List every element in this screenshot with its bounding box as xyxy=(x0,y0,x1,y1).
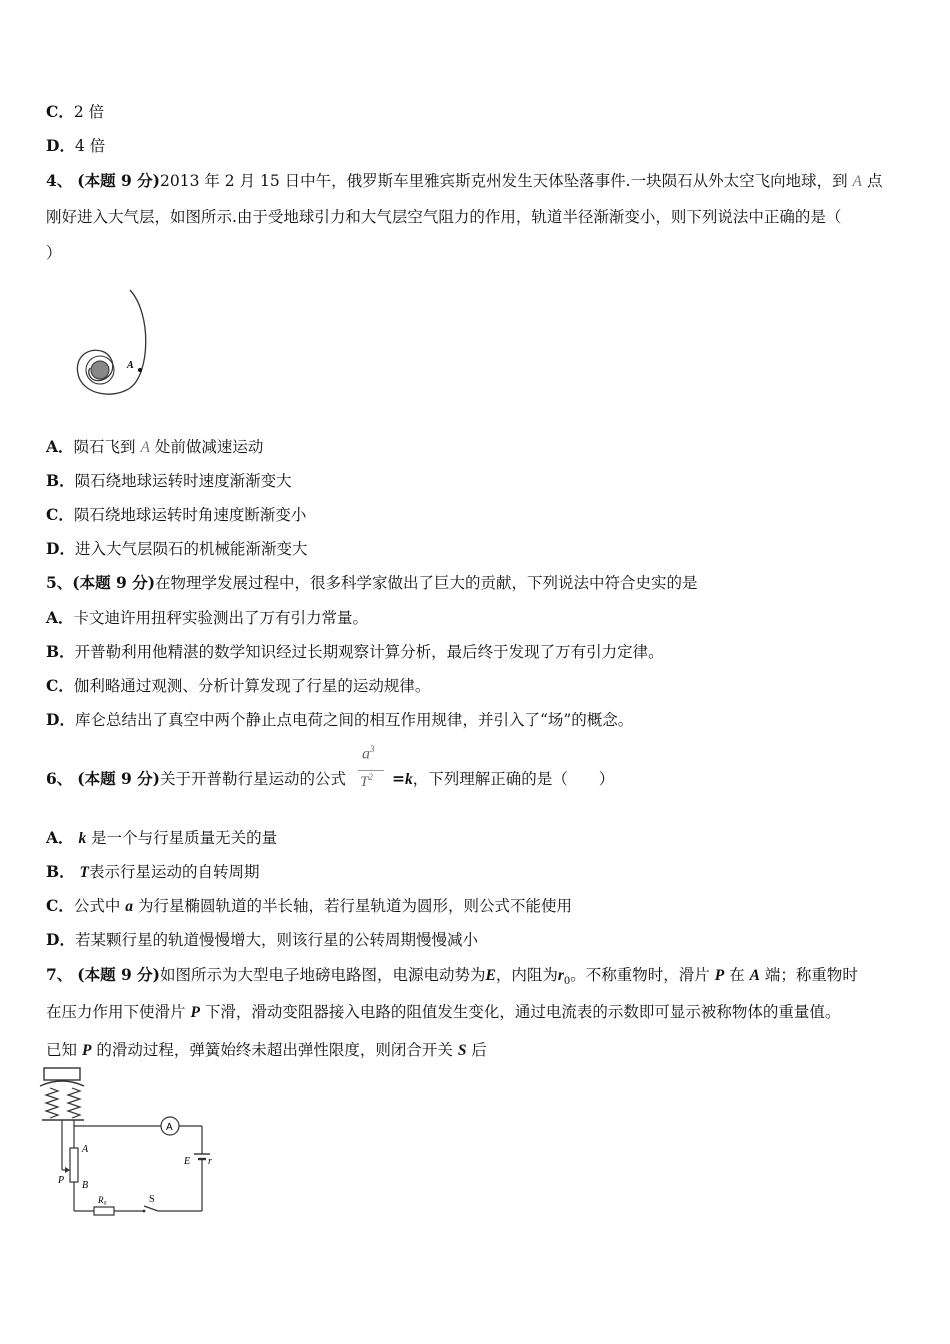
q5-stem: 5、(本题 9 分)在物理学发展过程中，很多科学家做出了巨大的贡献，下列说法中符合史实的是 xyxy=(46,573,698,592)
q4-option-a: A．陨石飞到 A 处前做减速运动 xyxy=(46,437,264,456)
ammeter-label: A xyxy=(166,1122,173,1133)
q5-option-a: A．卡文迪许用扭秤实验测出了万有引力常量。 xyxy=(46,608,369,627)
q4-option-d: D．进入大气层陨石的机械能渐渐变大 xyxy=(46,539,308,558)
fraction-numerator: $a^3$ xyxy=(362,744,375,763)
q4-option-c: C．陨石绕地球运转时角速度断渐变小 xyxy=(46,505,307,524)
right-spring xyxy=(68,1088,80,1118)
q6-option-a: A． k 是一个与行星质量无关的量 xyxy=(46,828,278,847)
switch-label: S xyxy=(149,1194,155,1205)
rheostat xyxy=(70,1148,78,1182)
q4-orbit-figure xyxy=(72,284,162,404)
earth xyxy=(91,361,109,379)
scale-platform xyxy=(44,1068,80,1080)
fraction-denominator: $T^2$ xyxy=(360,772,373,790)
q7-circuit-diagram xyxy=(36,1066,226,1222)
point-a-dot xyxy=(138,368,142,372)
emf-label: E xyxy=(184,1156,191,1167)
q6-stem: 6、 (本题 9 分)关于开普勒行星运动的公式 =k，下列理解正确的是（ ） xyxy=(46,769,615,788)
q4-option-b: B．陨石绕地球运转时速度渐渐变大 xyxy=(46,471,292,490)
q6-option-c: C．公式中 a 为行星椭圆轨道的半长轴，若行星轨道为圆形，则公式不能使用 xyxy=(46,896,572,915)
slider-p-label: P xyxy=(58,1175,65,1186)
left-spring xyxy=(46,1088,58,1118)
q7-stem-line2: 在压力作用下使滑片 P 下滑，滑动变阻器接入电路的阻值发生变化，通过电流表的示数即可显示被称物体的重量值。 xyxy=(46,1003,841,1021)
rheostat-a-label: A xyxy=(82,1144,89,1155)
q4-stem-line3: ） xyxy=(46,244,62,262)
resistor-r0-label: R₀ xyxy=(98,1195,107,1205)
resistor-r0 xyxy=(94,1207,114,1215)
scale-cap xyxy=(40,1081,84,1086)
q7-stem-line1: 7、 (本题 9 分)如图所示为大型电子地磅电路图，电源电动势为E，内阻为$r_0$。不称重物时，滑片 P 在 A 端；称重物时 xyxy=(46,965,858,988)
fraction-bar xyxy=(358,770,384,771)
q4-stem-line1: 4、 (本题 9 分)2013 年 2 月 15 日中午，俄罗斯车里雅宾斯克州发生天体坠落事件.一块陨石从外太空飞向地球，到 A 点 xyxy=(46,171,883,190)
q4-stem-line2: 刚好进入大气层，如图所示.由于受地球引力和大气层空气阻力的作用，轨道半径渐渐变小，则下列说法中正确的是（ xyxy=(46,208,842,226)
point-a-label: A xyxy=(127,360,134,371)
switch-blade xyxy=(144,1206,158,1211)
q5-option-d: D．库仑总结出了真空中两个静止点电荷之间的相互作用规律，并引入了“场”的概念。 xyxy=(46,710,634,729)
q5-option-b: B．开普勒利用他精湛的数学知识经过长期观察计算分析，最后终于发现了万有引力定律。 xyxy=(46,642,664,661)
kepler-formula-fraction xyxy=(355,744,389,796)
slider-arrow xyxy=(65,1167,70,1173)
q7-stem-line3: 已知 P 的滑动过程，弹簧始终未超出弹性限度，则闭合开关 S 后 xyxy=(46,1041,487,1059)
q5-option-c: C．伽利略通过观测、分析计算发现了行星的运动规律。 xyxy=(46,676,431,695)
rheostat-b-label: B xyxy=(82,1180,89,1191)
q3-option-c: C．2 倍 xyxy=(46,102,105,121)
q6-option-d: D．若某颗行星的轨道慢慢增大，则该行星的公转周期慢慢减小 xyxy=(46,930,478,949)
internal-r-label: r xyxy=(208,1156,212,1167)
q3-option-d: D．4 倍 xyxy=(46,136,106,155)
q6-option-b: B． T表示行星运动的自转周期 xyxy=(46,862,260,881)
